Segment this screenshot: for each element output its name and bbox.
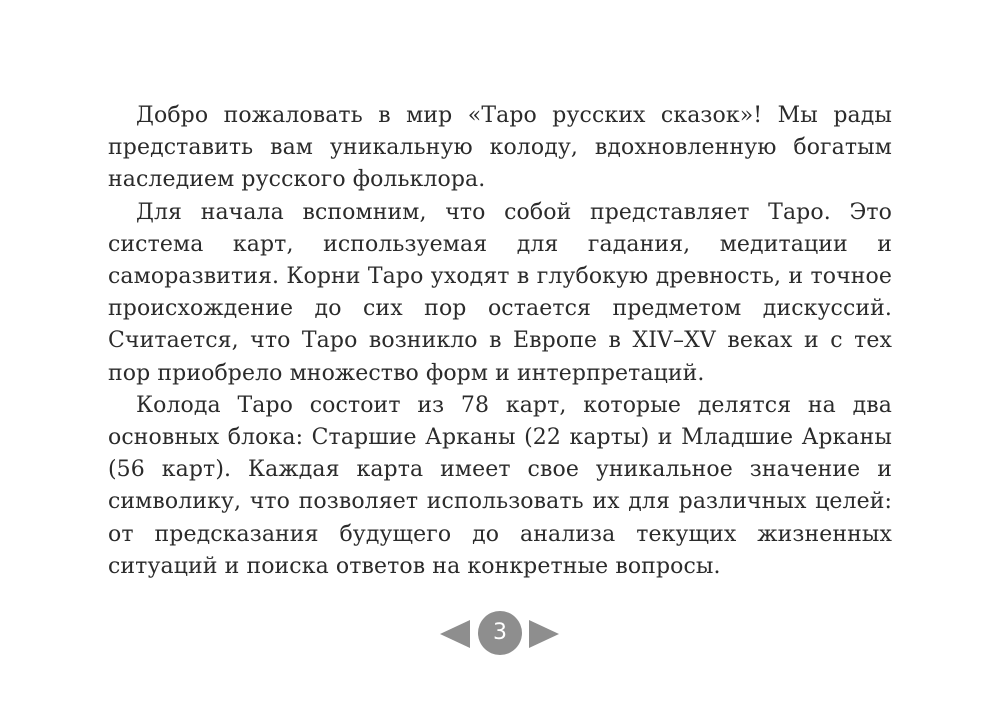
triangle-left-icon[interactable] xyxy=(440,620,470,648)
paragraph-tarot-history: Для начала вспомним, что собой представляет Таро. Это система карт, используемая для гадания, медитации и саморазвития. Корни Таро уходят в глубокую древность, и точное происхождение до сих пор остается предметом дискуссий. Считается, что Таро возникло в Европе в XIV–XV веках и с тех пор приобрело множество форм и интерпретаций. xyxy=(108,199,892,386)
triangle-right-icon[interactable] xyxy=(529,620,559,648)
paragraph-deck-structure: Колода Таро состоит из 78 карт, которые делятся на два основных блока: Старшие Арканы (22 карты) и Младшие Арканы (56 карт). Каждая карта имеет свое уникальное значение и символику, что позволяет использовать их для различных целей: от предсказания будущего до анализа текущих жизненных ситуаций и поиска ответов на конкретные вопросы. xyxy=(108,392,892,579)
body-text xyxy=(108,100,892,583)
page-number: 3 xyxy=(478,611,522,655)
page-navigation xyxy=(440,611,560,657)
paragraph-welcome: Добро пожаловать в мир «Таро русских сказок»! Мы рады представить вам уникальную колоду, вдохновленную богатым наследием русского фольклора. xyxy=(108,103,892,193)
